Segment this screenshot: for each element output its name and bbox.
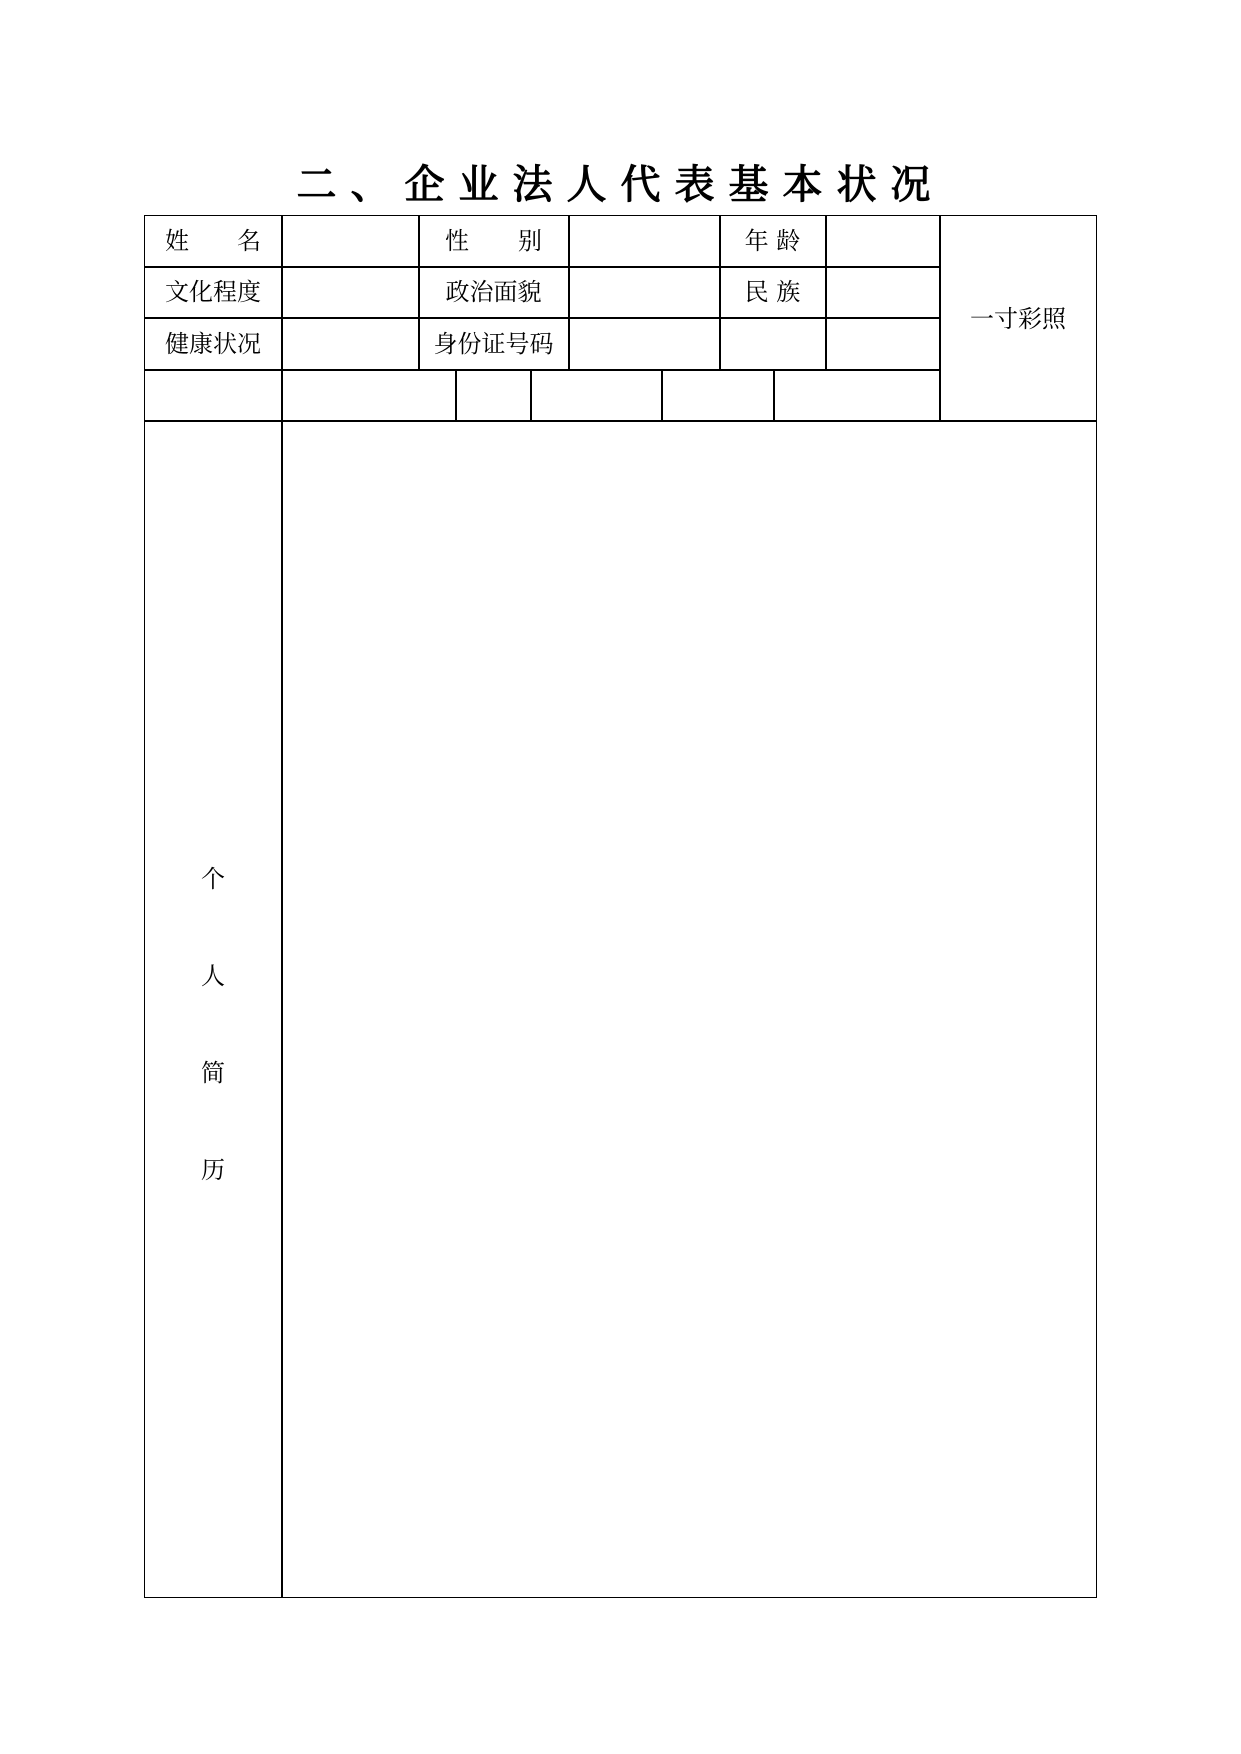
resume-label-char: 简 <box>201 1059 225 1087</box>
id-number-value[interactable] <box>569 318 719 369</box>
name-label-char: 姓 <box>165 227 189 255</box>
political-value[interactable] <box>569 267 719 317</box>
blank-cell[interactable] <box>456 370 530 420</box>
health-value[interactable] <box>282 318 418 369</box>
ethnicity-value[interactable] <box>826 267 939 317</box>
blank-cell[interactable] <box>774 370 939 420</box>
health-label: 健康状况 <box>165 329 261 358</box>
resume-label-char: 人 <box>201 962 225 990</box>
photo-placeholder[interactable]: 一寸彩照 <box>970 305 1066 333</box>
resume-label-char: 个 <box>201 865 225 893</box>
blank-cell[interactable] <box>826 318 939 369</box>
age-value[interactable] <box>826 216 939 266</box>
education-label: 文化程度 <box>165 278 261 306</box>
resume-content-area[interactable] <box>283 422 1096 1597</box>
ethnicity-label: 民 族 <box>744 278 801 306</box>
gender-label <box>419 216 568 266</box>
blank-cell[interactable] <box>662 370 773 420</box>
resume-label <box>145 422 281 1598</box>
gender-label-char: 性 <box>445 227 469 255</box>
blank-cell[interactable] <box>145 370 281 420</box>
page-title: 二、企业法人代表基本状况 <box>296 161 945 208</box>
blank-cell[interactable] <box>720 318 825 369</box>
id-number-label: 身份证号码 <box>433 329 554 358</box>
personal-info-form <box>144 215 1097 1598</box>
name-label-char: 名 <box>237 227 261 255</box>
age-label: 年 龄 <box>744 227 801 255</box>
resume-label-char: 历 <box>201 1156 225 1184</box>
gender-label-char: 别 <box>518 227 542 255</box>
blank-cell[interactable] <box>282 370 455 420</box>
name-label <box>145 216 281 266</box>
education-value[interactable] <box>282 267 418 317</box>
name-value[interactable] <box>282 216 418 266</box>
gender-value[interactable] <box>569 216 719 266</box>
blank-cell[interactable] <box>531 370 661 420</box>
political-label: 政治面貌 <box>445 278 542 306</box>
